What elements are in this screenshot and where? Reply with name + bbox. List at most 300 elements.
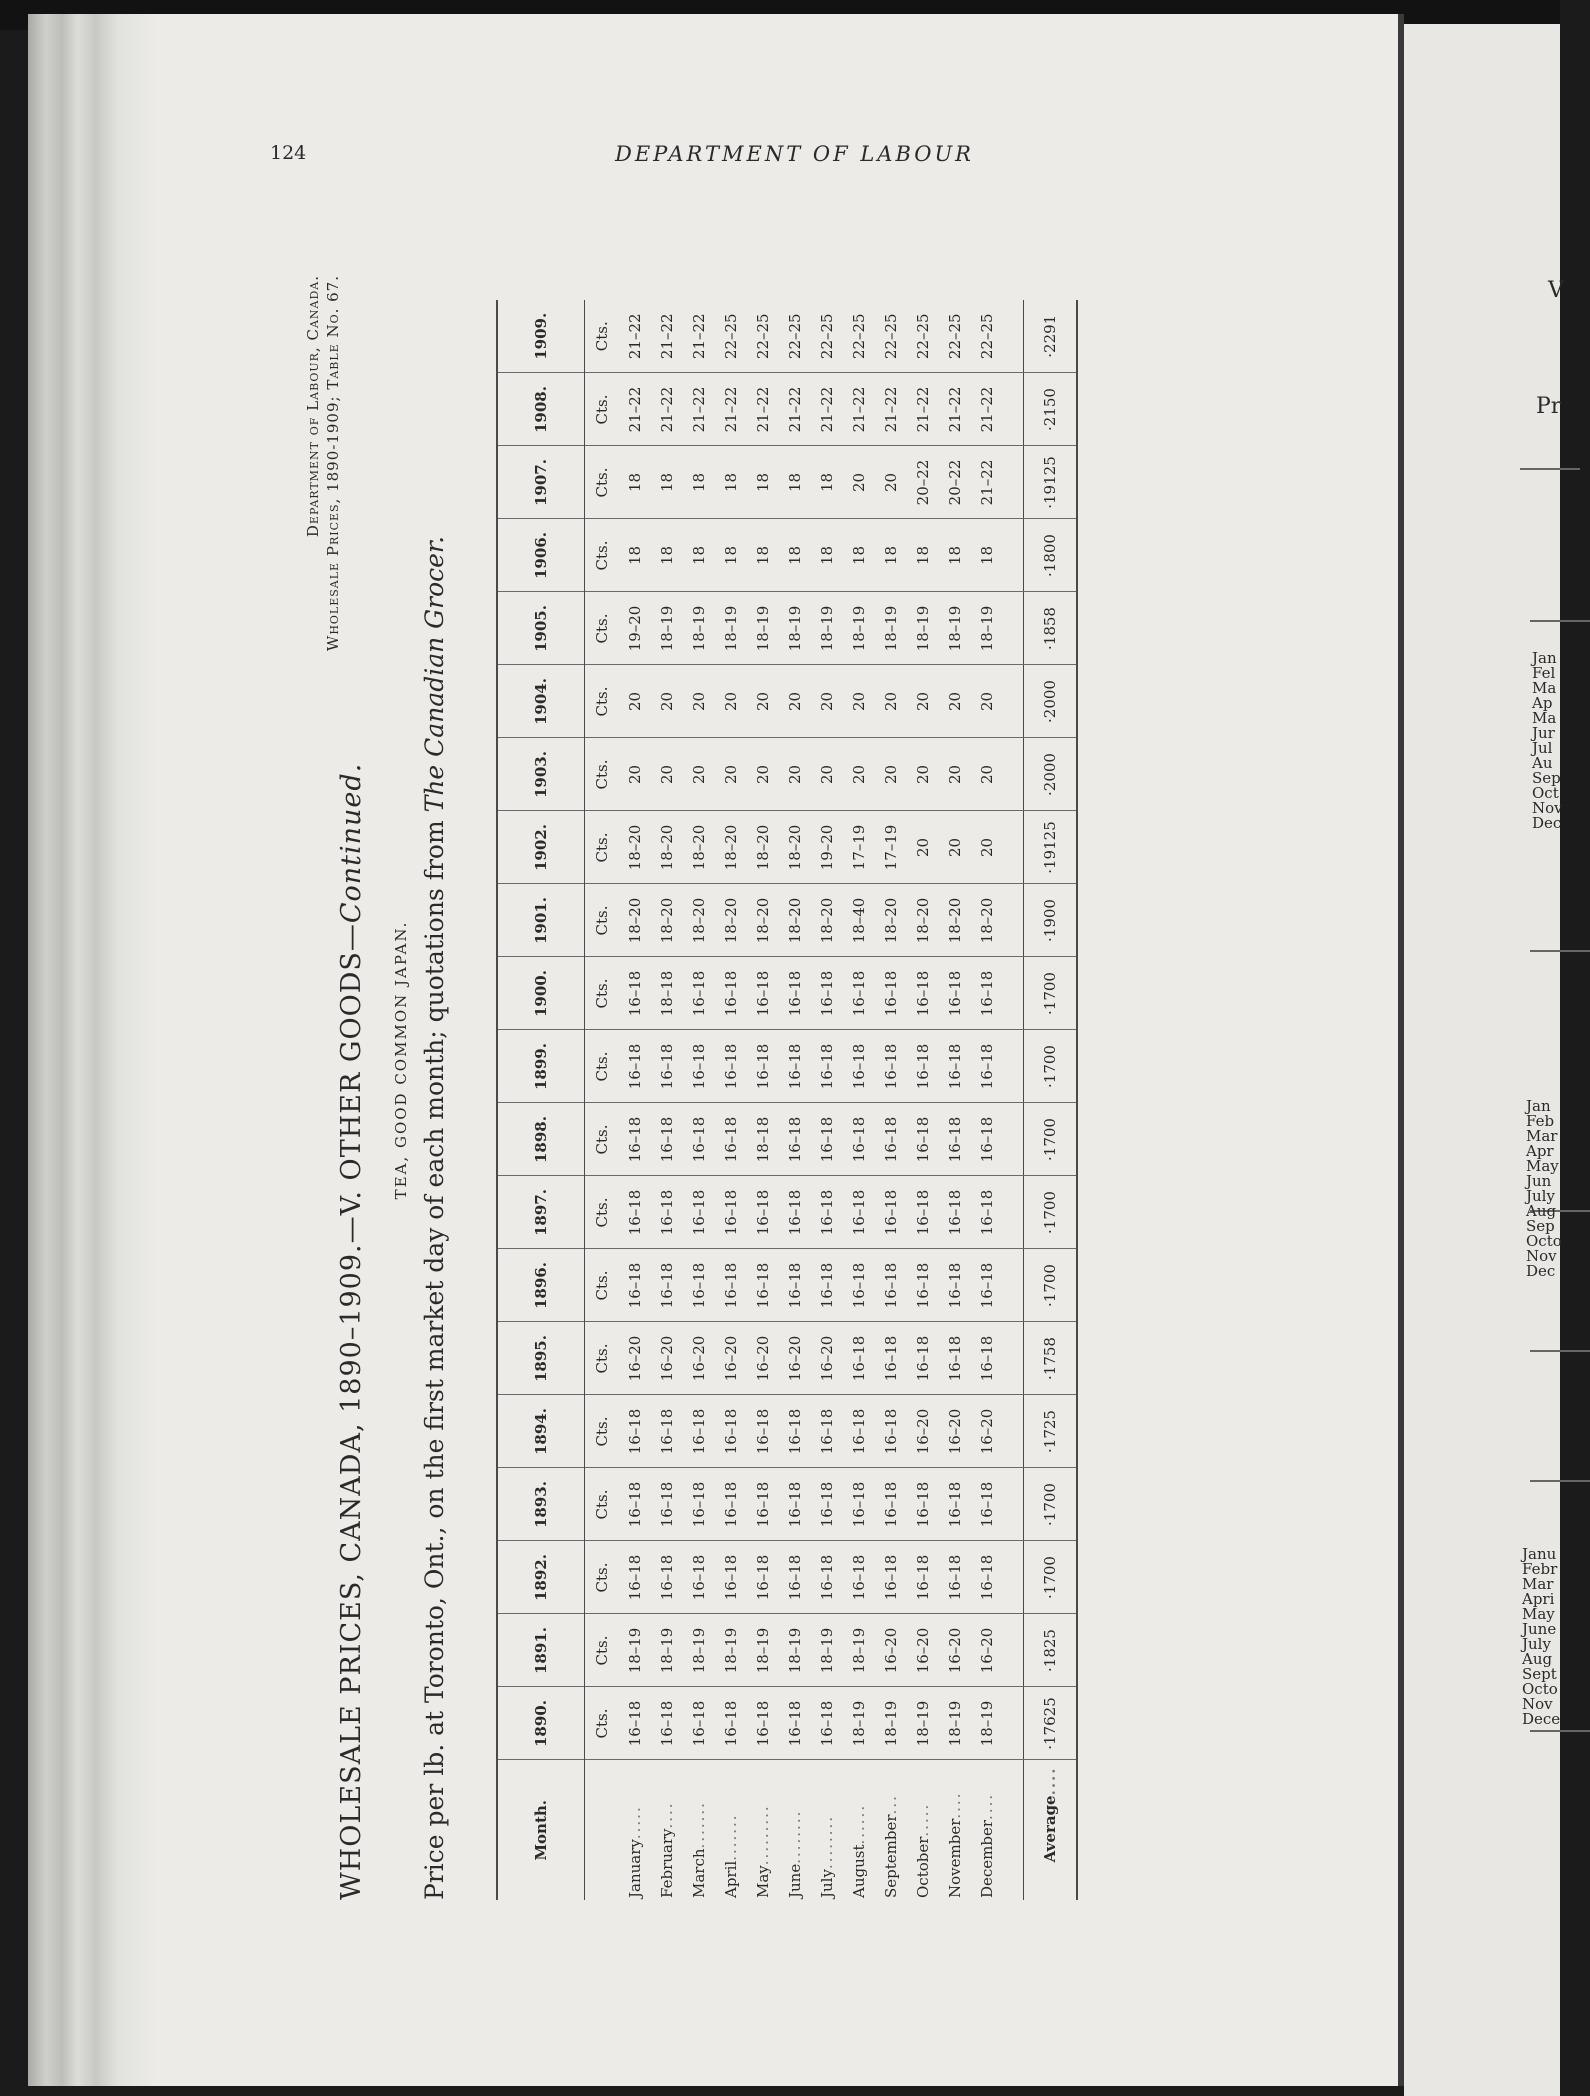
price-cell: 18 bbox=[683, 519, 715, 592]
month-label bbox=[779, 1760, 811, 1900]
price-cell: 17–19 bbox=[875, 811, 907, 884]
book-spine-shadow bbox=[28, 14, 158, 2086]
price-cell: 16–18 bbox=[875, 1468, 907, 1541]
price-cell: 18 bbox=[715, 446, 747, 519]
price-cell: 20 bbox=[939, 811, 971, 884]
facing-month-fragment: Janu bbox=[1522, 1545, 1557, 1563]
year-column-header: 1907. bbox=[497, 446, 585, 519]
price-cell: 16–18 bbox=[651, 1103, 683, 1176]
price-cell: 16–18 bbox=[683, 1103, 715, 1176]
facing-month-fragment: Au bbox=[1532, 754, 1553, 772]
price-cell: 21–22 bbox=[619, 300, 651, 373]
price-cell: 18–19 bbox=[747, 592, 779, 665]
price-cell: 18–19 bbox=[875, 1687, 907, 1760]
price-cell: 22–25 bbox=[939, 300, 971, 373]
price-caption-text: Price per lb. at Toronto, Ont., on the first market day of each month; quotations from bbox=[420, 812, 449, 1900]
price-cell: 18–19 bbox=[715, 592, 747, 665]
month-name: June bbox=[786, 1863, 804, 1898]
facing-month-fragment: Fel bbox=[1532, 664, 1556, 682]
units-cell: Cts. bbox=[585, 592, 620, 665]
leader-dots: ........ bbox=[818, 1814, 836, 1870]
price-cell: 16–18 bbox=[651, 1395, 683, 1468]
price-cell: 16–18 bbox=[907, 1322, 939, 1395]
price-cell: 16–18 bbox=[971, 957, 1003, 1030]
price-cell: 20 bbox=[715, 738, 747, 811]
average-row bbox=[1024, 300, 1078, 1900]
price-cell: 21–22 bbox=[875, 373, 907, 446]
running-head: DEPARTMENT OF LABOUR bbox=[615, 142, 974, 166]
price-cell: 18–20 bbox=[619, 811, 651, 884]
price-cell: 20 bbox=[875, 665, 907, 738]
price-cell: 16–18 bbox=[779, 1030, 811, 1103]
table-row bbox=[875, 300, 907, 1900]
units-row bbox=[585, 300, 620, 1900]
units-label-cell bbox=[585, 1760, 620, 1900]
price-cell: 18–19 bbox=[939, 1687, 971, 1760]
price-cell: 16–18 bbox=[619, 1541, 651, 1614]
year-column-header: 1892. bbox=[497, 1541, 585, 1614]
price-cell: 18–20 bbox=[779, 884, 811, 957]
price-cell: 16–18 bbox=[939, 1541, 971, 1614]
price-cell: 16–18 bbox=[939, 1249, 971, 1322]
price-cell: 16–18 bbox=[875, 1395, 907, 1468]
price-cell: 20 bbox=[747, 738, 779, 811]
price-cell: 19–20 bbox=[811, 811, 843, 884]
price-cell: 18 bbox=[619, 519, 651, 592]
price-cell: 21–22 bbox=[619, 373, 651, 446]
price-cell: 20 bbox=[843, 446, 875, 519]
facing-month-fragment: Ap bbox=[1532, 694, 1553, 712]
table-row bbox=[939, 300, 971, 1900]
price-cell: 18–20 bbox=[715, 811, 747, 884]
year-column-header: 1909. bbox=[497, 300, 585, 373]
price-cell: 20 bbox=[907, 665, 939, 738]
average-cell: ·1900 bbox=[1024, 884, 1078, 957]
spacer-cell bbox=[1003, 665, 1024, 738]
price-cell: 16–18 bbox=[779, 1687, 811, 1760]
spacer-cell bbox=[1003, 1249, 1024, 1322]
price-cell: 16–18 bbox=[619, 1687, 651, 1760]
average-cell: ·17625 bbox=[1024, 1687, 1078, 1760]
price-cell: 20 bbox=[971, 811, 1003, 884]
average-cell: ·1700 bbox=[1024, 1468, 1078, 1541]
facing-month-fragment: July bbox=[1526, 1187, 1555, 1205]
price-cell: 20 bbox=[971, 665, 1003, 738]
table-row bbox=[747, 300, 779, 1900]
price-cell: 16–18 bbox=[811, 1176, 843, 1249]
price-cell: 16–18 bbox=[779, 1249, 811, 1322]
price-cell: 16–18 bbox=[651, 1468, 683, 1541]
price-cell: 16–20 bbox=[939, 1614, 971, 1687]
facing-month-fragment: May bbox=[1526, 1157, 1559, 1175]
price-cell: 16–18 bbox=[939, 1322, 971, 1395]
table-row bbox=[843, 300, 875, 1900]
price-cell: 16–18 bbox=[747, 1249, 779, 1322]
price-cell: 16–18 bbox=[875, 957, 907, 1030]
price-cell: 18–19 bbox=[939, 592, 971, 665]
price-cell: 18 bbox=[747, 446, 779, 519]
price-cell: 22–25 bbox=[843, 300, 875, 373]
price-cell: 21–22 bbox=[715, 373, 747, 446]
price-cell: 18 bbox=[683, 446, 715, 519]
spacer-cell bbox=[1003, 373, 1024, 446]
facing-month-fragment: Oct bbox=[1532, 784, 1559, 802]
price-cell: 16–18 bbox=[811, 1541, 843, 1614]
spacer-cell bbox=[1003, 1395, 1024, 1468]
year-column-header: 1894. bbox=[497, 1395, 585, 1468]
price-cell: 20 bbox=[939, 665, 971, 738]
price-cell: 18 bbox=[811, 446, 843, 519]
price-cell: 16–18 bbox=[619, 1176, 651, 1249]
average-cell: ·1700 bbox=[1024, 1030, 1078, 1103]
price-cell: 20 bbox=[683, 738, 715, 811]
leader-dots: ...... bbox=[850, 1803, 868, 1845]
price-cell: 16–18 bbox=[811, 1103, 843, 1176]
price-cell: 16–18 bbox=[779, 1395, 811, 1468]
month-name: August bbox=[850, 1844, 868, 1898]
price-cell: 16–18 bbox=[619, 1395, 651, 1468]
price-cell: 21–22 bbox=[683, 373, 715, 446]
facing-month-fragment: Octo bbox=[1522, 1680, 1558, 1698]
price-cell: 16–18 bbox=[843, 957, 875, 1030]
price-cell: 16–20 bbox=[651, 1322, 683, 1395]
spacer-cell bbox=[1003, 1322, 1024, 1395]
price-cell: 21–22 bbox=[971, 446, 1003, 519]
units-cell: Cts. bbox=[585, 1176, 620, 1249]
price-cell: 16–18 bbox=[747, 1687, 779, 1760]
year-column-header: 1900. bbox=[497, 957, 585, 1030]
month-label bbox=[619, 1760, 651, 1900]
price-cell: 16–20 bbox=[907, 1395, 939, 1468]
price-cell: 18–19 bbox=[779, 1614, 811, 1687]
price-cell: 16–18 bbox=[971, 1541, 1003, 1614]
units-cell: Cts. bbox=[585, 1468, 620, 1541]
price-cell: 20 bbox=[907, 738, 939, 811]
price-cell: 16–18 bbox=[779, 1103, 811, 1176]
month-name: January bbox=[626, 1839, 644, 1898]
price-cell: 18–20 bbox=[779, 811, 811, 884]
title-text: WHOLESALE PRICES, CANADA, 1890–1909.—V. OTHER GOODS— bbox=[336, 923, 367, 1900]
year-column-header: 1891. bbox=[497, 1614, 585, 1687]
price-cell: 16–18 bbox=[811, 957, 843, 1030]
price-cell: 20–22 bbox=[907, 446, 939, 519]
average-cell: ·1800 bbox=[1024, 519, 1078, 592]
table-row bbox=[907, 300, 939, 1900]
month-name: September bbox=[882, 1814, 900, 1898]
price-cell: 16–18 bbox=[843, 1176, 875, 1249]
price-cell: 16–18 bbox=[843, 1322, 875, 1395]
price-cell: 22–25 bbox=[811, 300, 843, 373]
price-cell: 22–25 bbox=[875, 300, 907, 373]
price-cell: 16–18 bbox=[875, 1176, 907, 1249]
year-column-header: 1897. bbox=[497, 1176, 585, 1249]
price-cell: 18–40 bbox=[843, 884, 875, 957]
average-cell: ·1700 bbox=[1024, 1176, 1078, 1249]
spacer-cell bbox=[1003, 1687, 1024, 1760]
price-cell: 18–19 bbox=[779, 592, 811, 665]
price-cell: 16–18 bbox=[779, 1468, 811, 1541]
month-name: November bbox=[946, 1818, 964, 1898]
price-cell: 18 bbox=[971, 519, 1003, 592]
spacer-cell bbox=[1003, 1760, 1024, 1900]
leader-dots: ... bbox=[882, 1794, 900, 1815]
price-cell: 18–20 bbox=[683, 811, 715, 884]
year-column-header: 1903. bbox=[497, 738, 585, 811]
price-cell: 18 bbox=[779, 519, 811, 592]
price-cell: 20 bbox=[683, 665, 715, 738]
average-label-text: Average bbox=[1041, 1795, 1059, 1863]
price-cell: 16–18 bbox=[779, 957, 811, 1030]
price-cell: 16–18 bbox=[747, 1468, 779, 1541]
price-cell: 16–18 bbox=[811, 1687, 843, 1760]
price-cell: 20 bbox=[843, 665, 875, 738]
price-cell: 18–20 bbox=[651, 884, 683, 957]
table-body bbox=[585, 300, 1078, 1900]
units-cell: Cts. bbox=[585, 1249, 620, 1322]
price-cell: 16–18 bbox=[619, 957, 651, 1030]
average-cell: ·1825 bbox=[1024, 1614, 1078, 1687]
price-cell: 20 bbox=[843, 738, 875, 811]
facing-fragment: Pr bbox=[1536, 394, 1562, 419]
price-cell: 18–20 bbox=[907, 884, 939, 957]
units-cell: Cts. bbox=[585, 1103, 620, 1176]
price-cell: 16–18 bbox=[651, 1687, 683, 1760]
facing-month-fragment: Nov bbox=[1522, 1695, 1553, 1713]
facing-rule bbox=[1530, 1730, 1590, 1732]
price-cell: 18–19 bbox=[875, 592, 907, 665]
price-cell: 16–18 bbox=[939, 1468, 971, 1541]
price-cell: 16–18 bbox=[843, 1030, 875, 1103]
price-cell: 16–18 bbox=[811, 1030, 843, 1103]
price-cell: 16–18 bbox=[843, 1249, 875, 1322]
facing-month-fragment: Mar bbox=[1522, 1575, 1554, 1593]
price-cell: 16–18 bbox=[683, 957, 715, 1030]
price-cell: 18 bbox=[619, 446, 651, 519]
price-cell: 18–19 bbox=[843, 1687, 875, 1760]
price-cell: 20 bbox=[971, 738, 1003, 811]
price-cell: 16–18 bbox=[843, 1468, 875, 1541]
price-cell: 16–18 bbox=[971, 1468, 1003, 1541]
units-cell: Cts. bbox=[585, 1541, 620, 1614]
price-cell: 16–18 bbox=[747, 957, 779, 1030]
month-name: July bbox=[818, 1869, 836, 1898]
leader-dots: .... bbox=[978, 1792, 996, 1820]
price-cell: 18–18 bbox=[747, 1103, 779, 1176]
facing-month-fragment: Jur bbox=[1532, 724, 1555, 742]
price-cell: 18 bbox=[651, 446, 683, 519]
price-cell: 22–25 bbox=[971, 300, 1003, 373]
units-cell: Cts. bbox=[585, 1614, 620, 1687]
average-cell: ·1725 bbox=[1024, 1395, 1078, 1468]
price-cell: 18–19 bbox=[843, 1614, 875, 1687]
month-name: December bbox=[978, 1819, 996, 1898]
average-cell: ·2000 bbox=[1024, 738, 1078, 811]
price-cell: 16–18 bbox=[619, 1103, 651, 1176]
price-cell: 16–18 bbox=[683, 1468, 715, 1541]
year-column-header: 1896. bbox=[497, 1249, 585, 1322]
table-title bbox=[336, 240, 367, 1900]
price-cell: 18 bbox=[651, 519, 683, 592]
month-name: March bbox=[690, 1848, 708, 1898]
facing-month-fragment: Dec bbox=[1532, 814, 1562, 832]
price-cell: 16–18 bbox=[875, 1103, 907, 1176]
price-cell: 16–18 bbox=[971, 1322, 1003, 1395]
rotated-table-block bbox=[300, 180, 1200, 1940]
year-column-header: 1895. bbox=[497, 1322, 585, 1395]
spacer-cell bbox=[1003, 446, 1024, 519]
price-cell: 18–19 bbox=[715, 1614, 747, 1687]
facing-month-fragment: Jan bbox=[1532, 649, 1557, 667]
leader-dots: ....... bbox=[690, 1801, 708, 1849]
units-cell: Cts. bbox=[585, 1030, 620, 1103]
units-cell: Cts. bbox=[585, 1322, 620, 1395]
facing-month-fragment: Sep bbox=[1526, 1217, 1555, 1235]
price-cell: 16–18 bbox=[971, 1103, 1003, 1176]
price-cell: 16–18 bbox=[843, 1541, 875, 1614]
facing-rule bbox=[1520, 468, 1580, 470]
price-cell: 20 bbox=[619, 665, 651, 738]
price-cell: 18–19 bbox=[811, 1614, 843, 1687]
facing-rule bbox=[1530, 1350, 1590, 1352]
price-cell: 16–18 bbox=[907, 1249, 939, 1322]
facing-page bbox=[1404, 24, 1560, 2096]
price-cell: 21–22 bbox=[939, 373, 971, 446]
price-cell: 16–20 bbox=[779, 1322, 811, 1395]
price-cell: 18 bbox=[811, 519, 843, 592]
price-cell: 16–18 bbox=[939, 1030, 971, 1103]
facing-month-fragment: Mar bbox=[1526, 1127, 1558, 1145]
price-cell: 20–22 bbox=[939, 446, 971, 519]
units-cell: Cts. bbox=[585, 446, 620, 519]
price-cell: 18 bbox=[875, 519, 907, 592]
month-name: February bbox=[658, 1828, 676, 1898]
price-cell: 18–20 bbox=[715, 884, 747, 957]
price-cell: 18 bbox=[747, 519, 779, 592]
price-cell: 18 bbox=[939, 519, 971, 592]
facing-month-fragment: July bbox=[1522, 1635, 1551, 1653]
leader-dots: ..... bbox=[914, 1802, 932, 1837]
price-cell: 16–18 bbox=[907, 1030, 939, 1103]
price-cell: 16–18 bbox=[875, 1541, 907, 1614]
price-cell: 18–19 bbox=[843, 592, 875, 665]
spacer-cell bbox=[1003, 300, 1024, 373]
price-cell: 16–18 bbox=[971, 1030, 1003, 1103]
price-cell: 18–20 bbox=[651, 811, 683, 884]
table-header-row bbox=[497, 300, 585, 1900]
table-row bbox=[683, 300, 715, 1900]
price-cell: 18–20 bbox=[619, 884, 651, 957]
price-cell: 16–18 bbox=[619, 1249, 651, 1322]
price-cell: 18–19 bbox=[683, 592, 715, 665]
price-cell: 16–18 bbox=[683, 1687, 715, 1760]
facing-month-fragment: Jan bbox=[1526, 1097, 1551, 1115]
price-cell: 16–18 bbox=[683, 1541, 715, 1614]
price-cell: 18–19 bbox=[683, 1614, 715, 1687]
facing-month-fragment: May bbox=[1522, 1605, 1555, 1623]
page-number: 124 bbox=[270, 142, 307, 164]
month-label bbox=[715, 1760, 747, 1900]
price-cell: 20 bbox=[747, 665, 779, 738]
month-column-header: Month. bbox=[497, 1760, 585, 1900]
year-column-header: 1901. bbox=[497, 884, 585, 957]
price-cell: 20 bbox=[715, 665, 747, 738]
month-label bbox=[939, 1760, 971, 1900]
price-cell: 16–18 bbox=[779, 1541, 811, 1614]
leader-dots: .... bbox=[1041, 1766, 1059, 1796]
spacer-cell bbox=[1003, 1103, 1024, 1176]
year-column-header: 1904. bbox=[497, 665, 585, 738]
table-row bbox=[651, 300, 683, 1900]
price-cell: 18 bbox=[715, 519, 747, 592]
month-name: May bbox=[754, 1865, 772, 1898]
price-cell: 18–20 bbox=[747, 884, 779, 957]
price-cell: 20 bbox=[875, 738, 907, 811]
facing-month-fragment: Dece bbox=[1522, 1710, 1561, 1728]
price-cell: 16–18 bbox=[939, 1103, 971, 1176]
month-label bbox=[747, 1760, 779, 1900]
title-continued: Continued. bbox=[336, 762, 367, 924]
month-label bbox=[683, 1760, 715, 1900]
facing-month-fragment: Sept bbox=[1522, 1665, 1557, 1683]
commodity-subheading: TEA, GOOD COMMON JAPAN. bbox=[392, 920, 410, 1200]
price-cell: 18–20 bbox=[811, 884, 843, 957]
spacer-cell bbox=[1003, 519, 1024, 592]
facing-month-fragment: Nov bbox=[1526, 1247, 1557, 1265]
price-cell: 18–19 bbox=[971, 592, 1003, 665]
price-cell: 19–20 bbox=[619, 592, 651, 665]
price-cell: 16–18 bbox=[683, 1030, 715, 1103]
price-cell: 18–20 bbox=[939, 884, 971, 957]
price-cell: 18–18 bbox=[651, 957, 683, 1030]
table-row bbox=[971, 300, 1003, 1900]
year-column-header: 1898. bbox=[497, 1103, 585, 1176]
price-cell: 16–18 bbox=[683, 1176, 715, 1249]
price-cell: 16–20 bbox=[683, 1322, 715, 1395]
units-cell: Cts. bbox=[585, 373, 620, 446]
price-cell: 16–20 bbox=[715, 1322, 747, 1395]
price-cell: 18–19 bbox=[907, 1687, 939, 1760]
units-cell: Cts. bbox=[585, 811, 620, 884]
price-cell: 16–18 bbox=[715, 1541, 747, 1614]
price-cell: 16–18 bbox=[715, 1468, 747, 1541]
price-cell: 16–18 bbox=[811, 1249, 843, 1322]
facing-fragment: V bbox=[1548, 278, 1564, 303]
price-cell: 21–22 bbox=[779, 373, 811, 446]
price-cell: 16–18 bbox=[907, 1176, 939, 1249]
price-cell: 16–18 bbox=[907, 957, 939, 1030]
price-cell: 16–18 bbox=[619, 1468, 651, 1541]
price-cell: 20 bbox=[811, 738, 843, 811]
year-column-header: 1899. bbox=[497, 1030, 585, 1103]
facing-month-fragment: Aug bbox=[1526, 1202, 1557, 1220]
price-cell: 21–22 bbox=[971, 373, 1003, 446]
spacer-cell bbox=[1003, 957, 1024, 1030]
price-cell: 21–22 bbox=[651, 373, 683, 446]
price-cell: 16–20 bbox=[971, 1614, 1003, 1687]
leader-dots: ..... bbox=[626, 1805, 644, 1840]
price-cell: 20 bbox=[619, 738, 651, 811]
price-cell: 16–20 bbox=[619, 1322, 651, 1395]
facing-month-fragment: Octo bbox=[1526, 1232, 1562, 1250]
price-cell: 18 bbox=[907, 519, 939, 592]
price-cell: 16–18 bbox=[939, 957, 971, 1030]
price-cell: 18–19 bbox=[619, 1614, 651, 1687]
price-cell: 18 bbox=[779, 446, 811, 519]
price-cell: 17–19 bbox=[843, 811, 875, 884]
price-cell: 21–22 bbox=[651, 300, 683, 373]
price-cell: 16–18 bbox=[651, 1176, 683, 1249]
price-cell: 16–18 bbox=[715, 1249, 747, 1322]
